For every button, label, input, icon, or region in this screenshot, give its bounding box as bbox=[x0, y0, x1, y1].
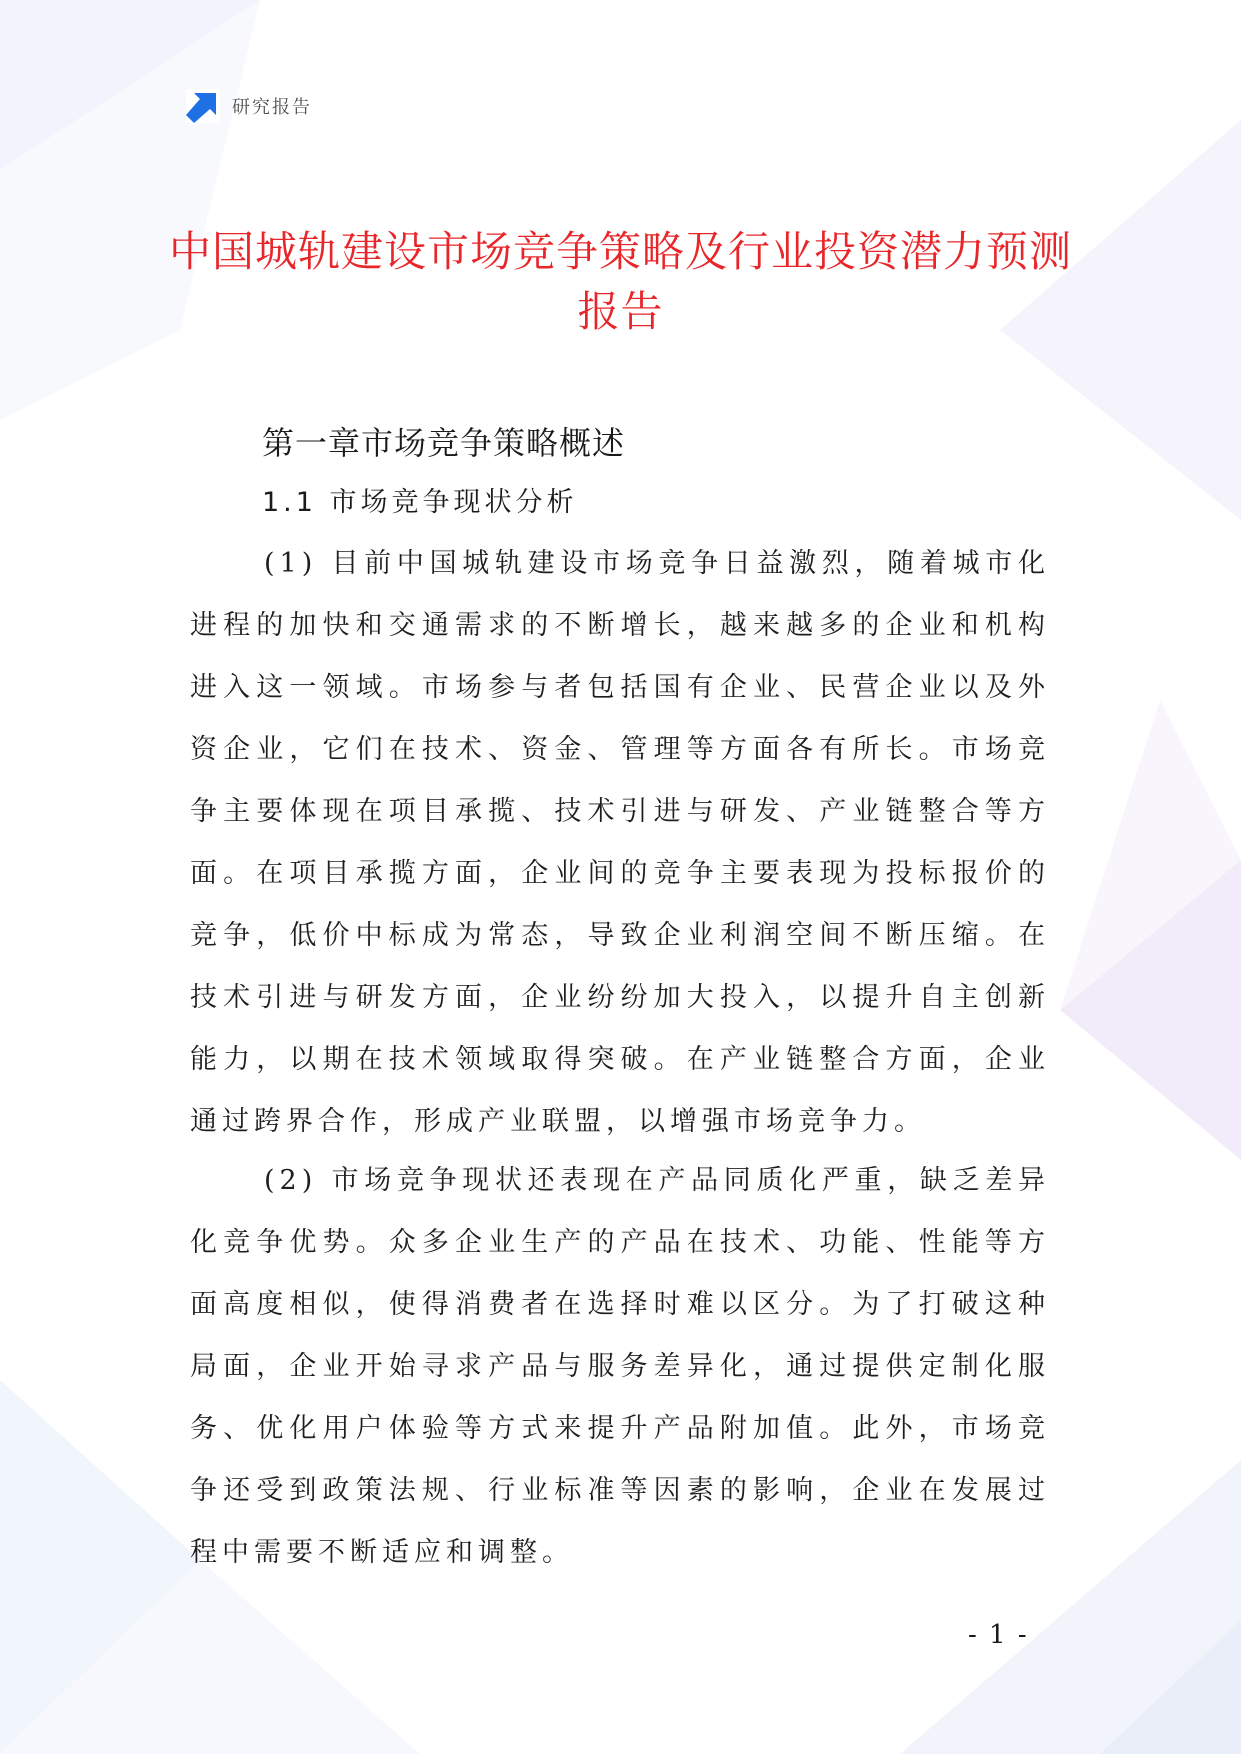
report-header bbox=[186, 88, 312, 124]
body-paragraph-2: (2) 市场竞争现状还表现在产品同质化严重，缺乏差异化竞争优势。众多企业生产的产品在技术、功能、性能等方面高度相似，使得消费者在选择时难以区分。为了打破这种局面，企业开始寻求产品与服务差异化，通过提供定制化服务、优化用户体验等方式来提升产品附加值。此外，市场竞争还受到政策法规、行业标准等因素的影响，企业在发展过程中需要不断适应和调整。 bbox=[190, 1165, 1050, 1568]
page-number: - 1 - bbox=[968, 1620, 1029, 1650]
report-title: 中国城轨建设市场竞争策略及行业投资潜力预测报告 bbox=[168, 227, 1072, 336]
chapter-heading: 第一章市场竞争策略概述 bbox=[262, 424, 626, 462]
section-heading: 1.1 市场竞争现状分析 bbox=[262, 487, 578, 518]
body-paragraph-1: (1) 目前中国城轨建设市场竞争日益激烈，随着城市化进程的加快和交通需求的不断增长，越来越多的企业和机构进入这一领域。市场参与者包括国有企业、民营企业以及外资企业，它们在技术、资金、管理等方面各有所长。市场竞争主要体现在项目承揽、技术引进与研发、产业链整合等方面。在项目承揽方面，企业间的竞争主要表现为投标报价的竞争，低价中标成为常态，导致企业利润空间不断压缩。在技术引进与研发方面，企业纷纷加大投入，以提升自主创新能力，以期在技术领域取得突破。在产业链整合方面，企业通过跨界合作，形成产业联盟，以增强市场竞争力。 bbox=[190, 548, 1050, 1137]
arrow-up-right-icon bbox=[186, 89, 220, 123]
header-label: 研究报告 bbox=[232, 97, 312, 118]
